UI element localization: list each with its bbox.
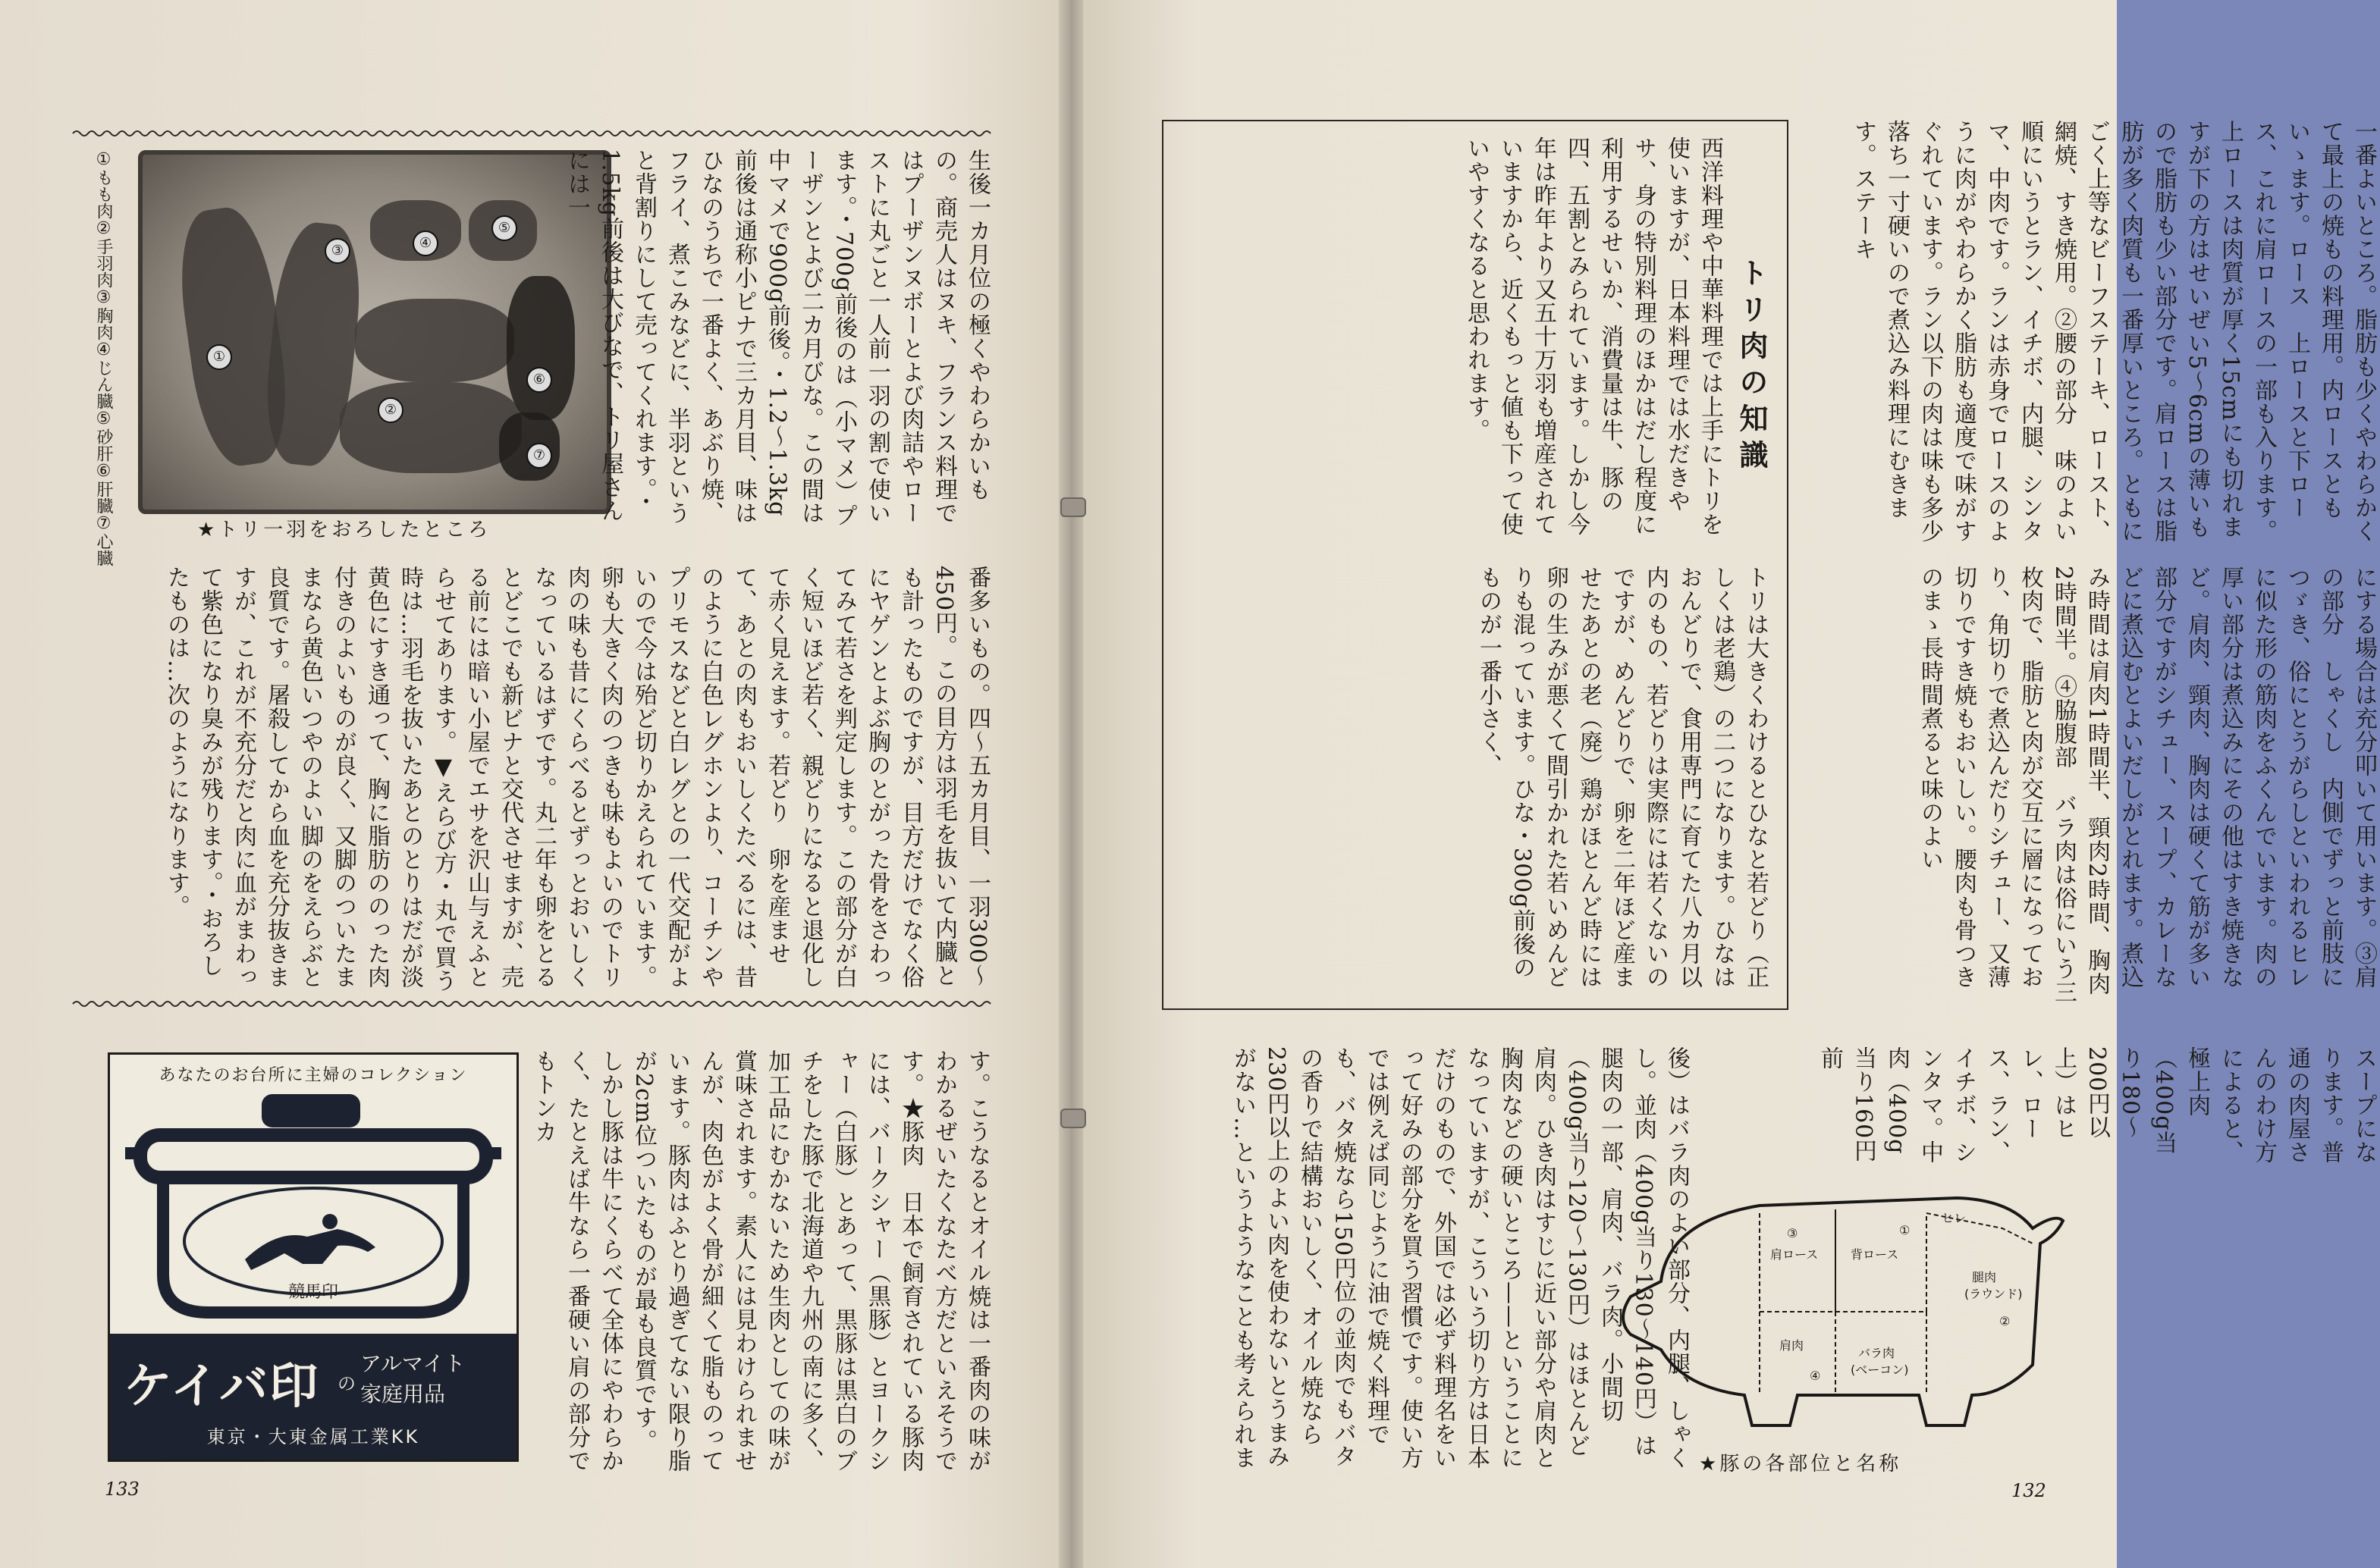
photo-legend: ①もも肉②手羽肉③胸肉④じん臓⑤砂肝⑥肝臓⑦心臓 — [94, 150, 113, 566]
chicken-parts-photo — [138, 150, 611, 514]
left-bottom-text: す。こうなるとオイル焼は一番肉の味がわかるぜいたくなたべ方だといえそうです。★豚肉 日本で飼育されている豚肉には、バークシャー（黒豚）とヨークシャー（白豚）とあって、黒豚は黒白のブチをした豚で北海道や九州の南に多く、加工品にむかないため生肉としての味が賞味されます。素人には見わけられませんが、肉色がよく骨が細くて脂ものっています。豚肉はふとり過ぎてない限り脂が2cm位ついたものが最も良質です。しかし豚は牛にくらべて全体にやわらかく、たとえば牛なら一番硬い肩の部分でもトンカ — [530, 1049, 991, 1472]
staple-top — [1060, 497, 1086, 517]
keiba-ad — [108, 1052, 519, 1462]
ad-no: の — [338, 1373, 356, 1394]
photo-label-2: ② — [378, 397, 403, 423]
photo-label-5: ⑤ — [491, 215, 517, 241]
ad-product-line2: 家庭用品 — [360, 1381, 446, 1406]
box-title: トリ肉の知識 — [1735, 258, 1768, 476]
ad-tagline: あなたのお台所に主婦のコレクション — [159, 1066, 468, 1085]
box-text-bottom: トリは大きくわけるとひなと若どり（正しくは老鶏）の二つになります。ひなはおんどりで、食用専門に育てた八カ月以内のもの、若どりは実際には若くないのですが、めんどりで、卵を二年ほど産ませたあとの老（廃）鶏がほとんど時には卵の生みが悪くて間引かれた若いめんどりも混っています。ひな・300g前後のものが一番小さく、 — [1475, 566, 1769, 989]
photo-label-3: ③ — [325, 238, 350, 264]
ad-company: 東京・大東金属工業KK — [206, 1426, 420, 1447]
pig-num-3: ③ — [1787, 1226, 1798, 1240]
pig-caption: ★豚の各部位と名称 — [1699, 1453, 1902, 1475]
pig-cuts-diagram — [1608, 1168, 2063, 1448]
mid-wavy-rule — [73, 999, 991, 1008]
pig-num-1: ① — [1899, 1223, 1911, 1237]
ad-band — [110, 1334, 517, 1460]
pig-label-kata-rosu: 肩ロース — [1770, 1247, 1819, 1262]
pig-label-bara: バラ肉 — [1858, 1346, 1895, 1360]
right-top-text: 一番よいところ。脂肪も少くやわらかくて最上の焼もの料理用。内ロースともいゝます。ロース 上ロースと下ロース、これに肩ロースの一部も入ります。上ロースは肉質が厚く15cmにも切れますが下の方はせいぜい5～6cmの薄いもので脂肪も少い部分です。肩ロースは脂肪が多く肉質も一番厚いところ。ともにごく上等なビーフステーキ、ロースト、網焼、すき焼用。②腰の部分 味のよい順にいうとラン、イチボ、内腿、シンタマ、中肉です。ランは赤身でロースのように肉がやわらかく脂肪も適度で味がすぐれています。ラン以下の肉は味も多少落ち一寸硬いので煮込み料理にむきます。ステーキ — [1850, 120, 2377, 543]
pig-num-2: ② — [1999, 1314, 2011, 1328]
right-bottom-text-cuts: スープになります。普通の肉屋さんのわけ方によると、極上肉（400g当り180～200円以上）はヒレ、ロース、ラン、イチボ、シンタマ。中肉（400g当り160円前 — [1816, 1046, 2377, 1164]
ad-product-line1: アルマイト — [360, 1351, 466, 1376]
photo-label-6: ⑥ — [526, 367, 552, 393]
pig-label-momo: 腿肉 — [1972, 1270, 1997, 1284]
gutter — [1059, 0, 1083, 1568]
photo-label-1: ① — [206, 344, 232, 370]
photo-label-4: ④ — [413, 230, 438, 256]
pig-num-4: ④ — [1810, 1369, 1821, 1383]
left-mid-text: 番多いもの。四～五カ月目、一羽300～450円。この目方は羽毛を抜いて内臓とも計ったものですが、目方だけでなく俗にヤゲンとよぶ胸のとがった骨をさわってみて若さを判定します。この部分が白く短いほど若く、親どりになると退化して赤く見えます。若どり 卵を産ませて、あとの肉もおいしくたべるには、昔のように白色レグホンより、コーチンやプリモスなどと白レグとの一代交配がよいので今は殆ど切りかえられています。卵も大きく肉のつきも味もよいのでトリ肉の味も昔にくらべるとずっとおいしくなっているはずです。丸二年も卵をとるとどこでも新ビナと交代させますが、売る前には暗い小屋でエサを沢山与えふとらせてあります。▼えらび方・丸で買う時は…羽毛を抜いたあとのとりはだが淡黄色にすき通って、胸に脂肪ののった肉付きのよいものが良く、又脚のついたままなら黄色いつやのよい脚のをえらぶと良質です。屠殺してから血を充分抜きますが、これが不充分だと肉に血がまわって紫色になり臭みが残ります。・おろしたものは…次のようになります。 — [163, 566, 991, 993]
pig-label-kata: 肩肉 — [1779, 1338, 1804, 1353]
left-page-number: 133 — [105, 1479, 140, 1500]
ad-emblem: 競馬印 — [287, 1283, 338, 1302]
right-mid-text: にする場合は充分叩いて用います。③肩の部分 しゃくし 内側でずっと前肢につゞき、俗にとうがらしといわれるヒレに似た形の筋肉をふくんでいます。肉の厚い部分は煮込みにその他はすき焼きなど。肩肉、頸肉、胸肉は硬くて筋が多い部分ですがシチュー、スープ、カレーなどに煮込むとよいだしがとれます。煮込み時間は肩肉1時間半、頸肉2時間、胸肉2時間半。④脇腹部 バラ肉は俗にいう三枚肉で、脂肪と肉が交互に層になっており、角切りで煮込んだりシチュー、又薄切りですき焼もおいしい。腰肉も骨つきのまゝ長時間煮ると味のよい — [1917, 566, 2377, 1005]
pig-label-momo-sub: (ラウンド) — [1964, 1287, 2023, 1301]
top-wavy-rule — [73, 129, 991, 138]
photo-label-7: ⑦ — [526, 443, 552, 469]
right-page-number: 132 — [2011, 1480, 2046, 1501]
box-text-top: 西洋料理や中華料理では上手にトリを使いますが、日本料理では水だきやサ、身の特別料理のほかはだし程度に利用するせいか、消費量は牛、豚の四、五割とみられています。しかし今年は昨年より又五十万羽も増産されていますから、近くもっと値も下って使いやすくなると思われます。 — [1463, 136, 1723, 536]
staple-bottom — [1060, 1109, 1086, 1128]
left-top-text: 生後一カ月位の極くやわらかいもの。商売人はヌキ、フランス料理ではプーザンヌボーとよび肉詰やローストに丸ごと一人前一羽の割で使います。・700g前後のは（小マメ）プーザンとよび二カ月びな。この間は中マメで900g前後。・1.2～1.3kg前後は通称小ピナで三カ月目、味はひなのうちで一番よく、あぶり焼、フライ、煮こみなどに、半羽というと背割りにして売ってくれます。・1.5kg前後は大びなで、トリ屋さんには一 — [564, 149, 991, 528]
pig-label-bara-sub: (ベーコン) — [1851, 1363, 1909, 1377]
left-page — [0, 0, 1071, 1568]
right-bottom-text-main: 後）はバラ肉のよい部分、内腿、しゃくし。並肉（400g当り130～140円）は腿肉の一部、肩肉、バラ肉。小間切（400g当り120～130円）はほとんど肩肉。ひき肉はすじに近い部分や肩肉と胸肉などの硬いところ——ということになっていますが、こういう切り方は日本だけのもので、外国では必ず料理名をいって好みの部分を買う習慣です。使い方では例えば同じように油で焼く料理でも、バタ焼なら150円位の並肉でもバタの香りで結構おいしく、オイル焼なら230円以上のよい肉を使わないとうまみがない…というようなことも考えられま — [1229, 1046, 1690, 1469]
photo-caption: ★トリ一羽をおろしたところ — [197, 519, 491, 541]
ad-brand: ケイバ印 — [124, 1359, 320, 1415]
pig-label-hire: ヒレ — [1942, 1211, 1967, 1225]
pig-label-se-rosu: 背ロース — [1851, 1247, 1899, 1262]
